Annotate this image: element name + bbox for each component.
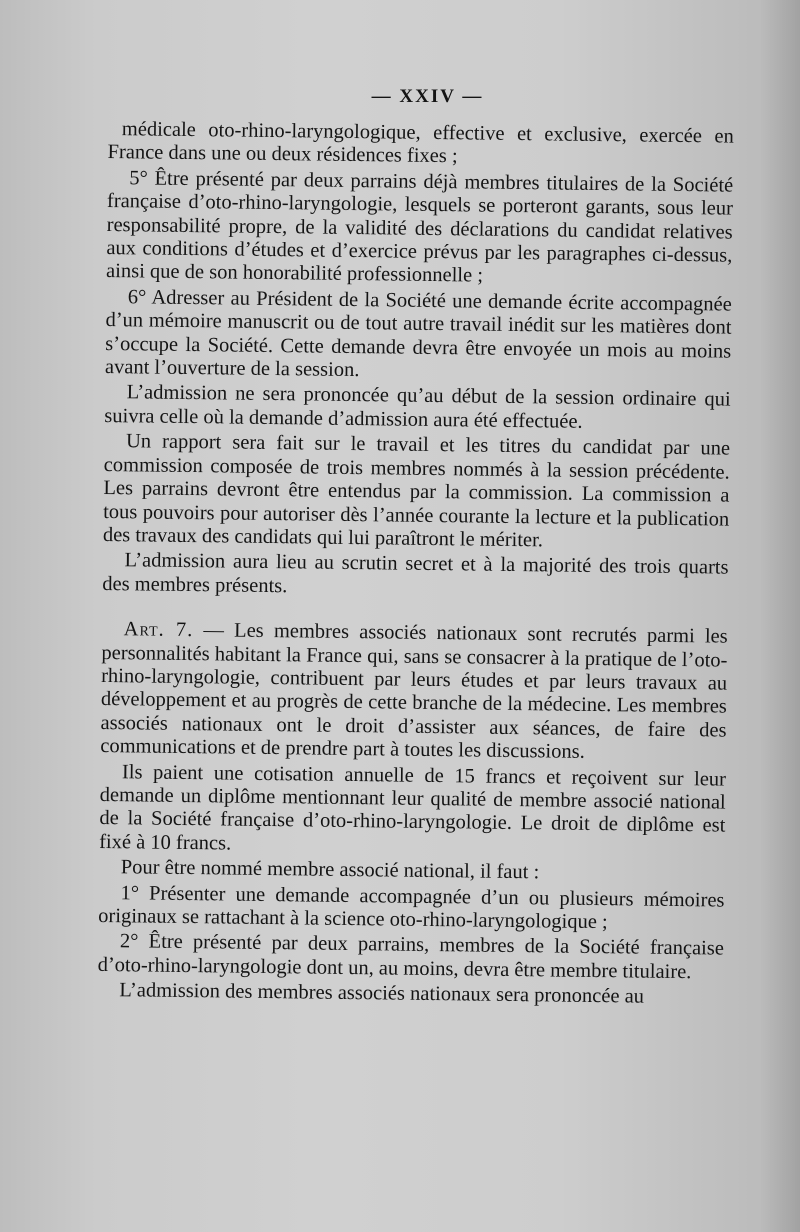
paragraph-cotisation: Ils paient une cotisation annuelle de 15 francs et reçoivent sur leur demande un diplôme mentionnant leur qualité de membre associé national de la Société française d’oto-rhino-laryngologie. Le droit de diplôme est fixé à 10 francs.: [99, 760, 727, 855]
paragraph-admission-associes: L’admission des membres associés nationaux sera prononcée au: [119, 979, 645, 1008]
paragraph-requirement-1: 1° Présenter une demande accompagnée d’un ou plusieurs mémoires originaux se rattachant à la science oto-rhino-laryngologique ;: [98, 881, 725, 934]
page-body: [97, 118, 734, 1012]
article-7-text: — Les membres associés nationaux sont recrutés parmi les personnalités habitant la France qui, sans se consacrer à la pratique de l’oto-rhino-laryngologie, contribuent par leurs études et par leurs travaux au développement et au progrès de cette branche de la médecine. Les membres associés nationaux ont le droit d’assister aux séances, de faire des communications et de prendre part à toutes les discussions.: [100, 619, 728, 764]
article-label: Art. 7.: [123, 618, 194, 642]
paragraph-requirements-intro: Pour être nommé membre associé national, il faut :: [120, 856, 540, 884]
page-edge-shadow: [760, 0, 800, 1232]
paragraph-requirement-2: 2° Être présenté par deux parrains, membres de la Société française d’oto-rhino-laryngologie dont un, au moins, devra être membre titulaire.: [97, 930, 725, 984]
paragraph-condition-5: 5° Être présenté par deux parrains déjà membres titulaires de la Société française d’oto-rhino-laryngologie, lesquels se porteront garants, sous leur responsabilité propre, de la validité des déclarations du candidat relatives aux conditions d’études et d’exercice prévus par les paragraphes ci-dessus, ainsi que de son honorabilité professionnelle ;: [105, 167, 734, 288]
paragraph-admission-session: L’admission ne sera prononcée qu’au début de la session ordinaire qui suivra celle où la demande d’admission aura été effectuée.: [104, 381, 731, 433]
paragraph-admission-vote: L’admission aura lieu au scrutin secret et à la majorité des trois quarts des membres présents.: [102, 549, 729, 597]
paragraph-report-commission: Un rapport sera fait sur le travail et les titres du candidat par une commission composée de trois membres nommés à la session précédente. Les parrains devront être entendus par la commission. La commission a tous pouvoirs pour autoriser dès l’année courante la lecture et la publication des travaux des candidats qui lui paraîtront le mériter.: [102, 430, 731, 552]
paragraph-continuation: médicale oto-rhino-laryngologique, effective et exclusive, exercée en France dans une ou deux résidences fixes ;: [107, 118, 734, 168]
paragraph-condition-6: 6° Adresser au Président de la Société une demande écrite accompagnée d’un mémoire manuscrit ou de tout autre travail inédit sur les matières dont s’occupe la Société. Cette demande devra être envoyée un mois au moins avant l’ouverture de la session.: [104, 286, 732, 382]
article-7: [100, 618, 728, 766]
page-number: — XXIV —: [371, 86, 484, 107]
